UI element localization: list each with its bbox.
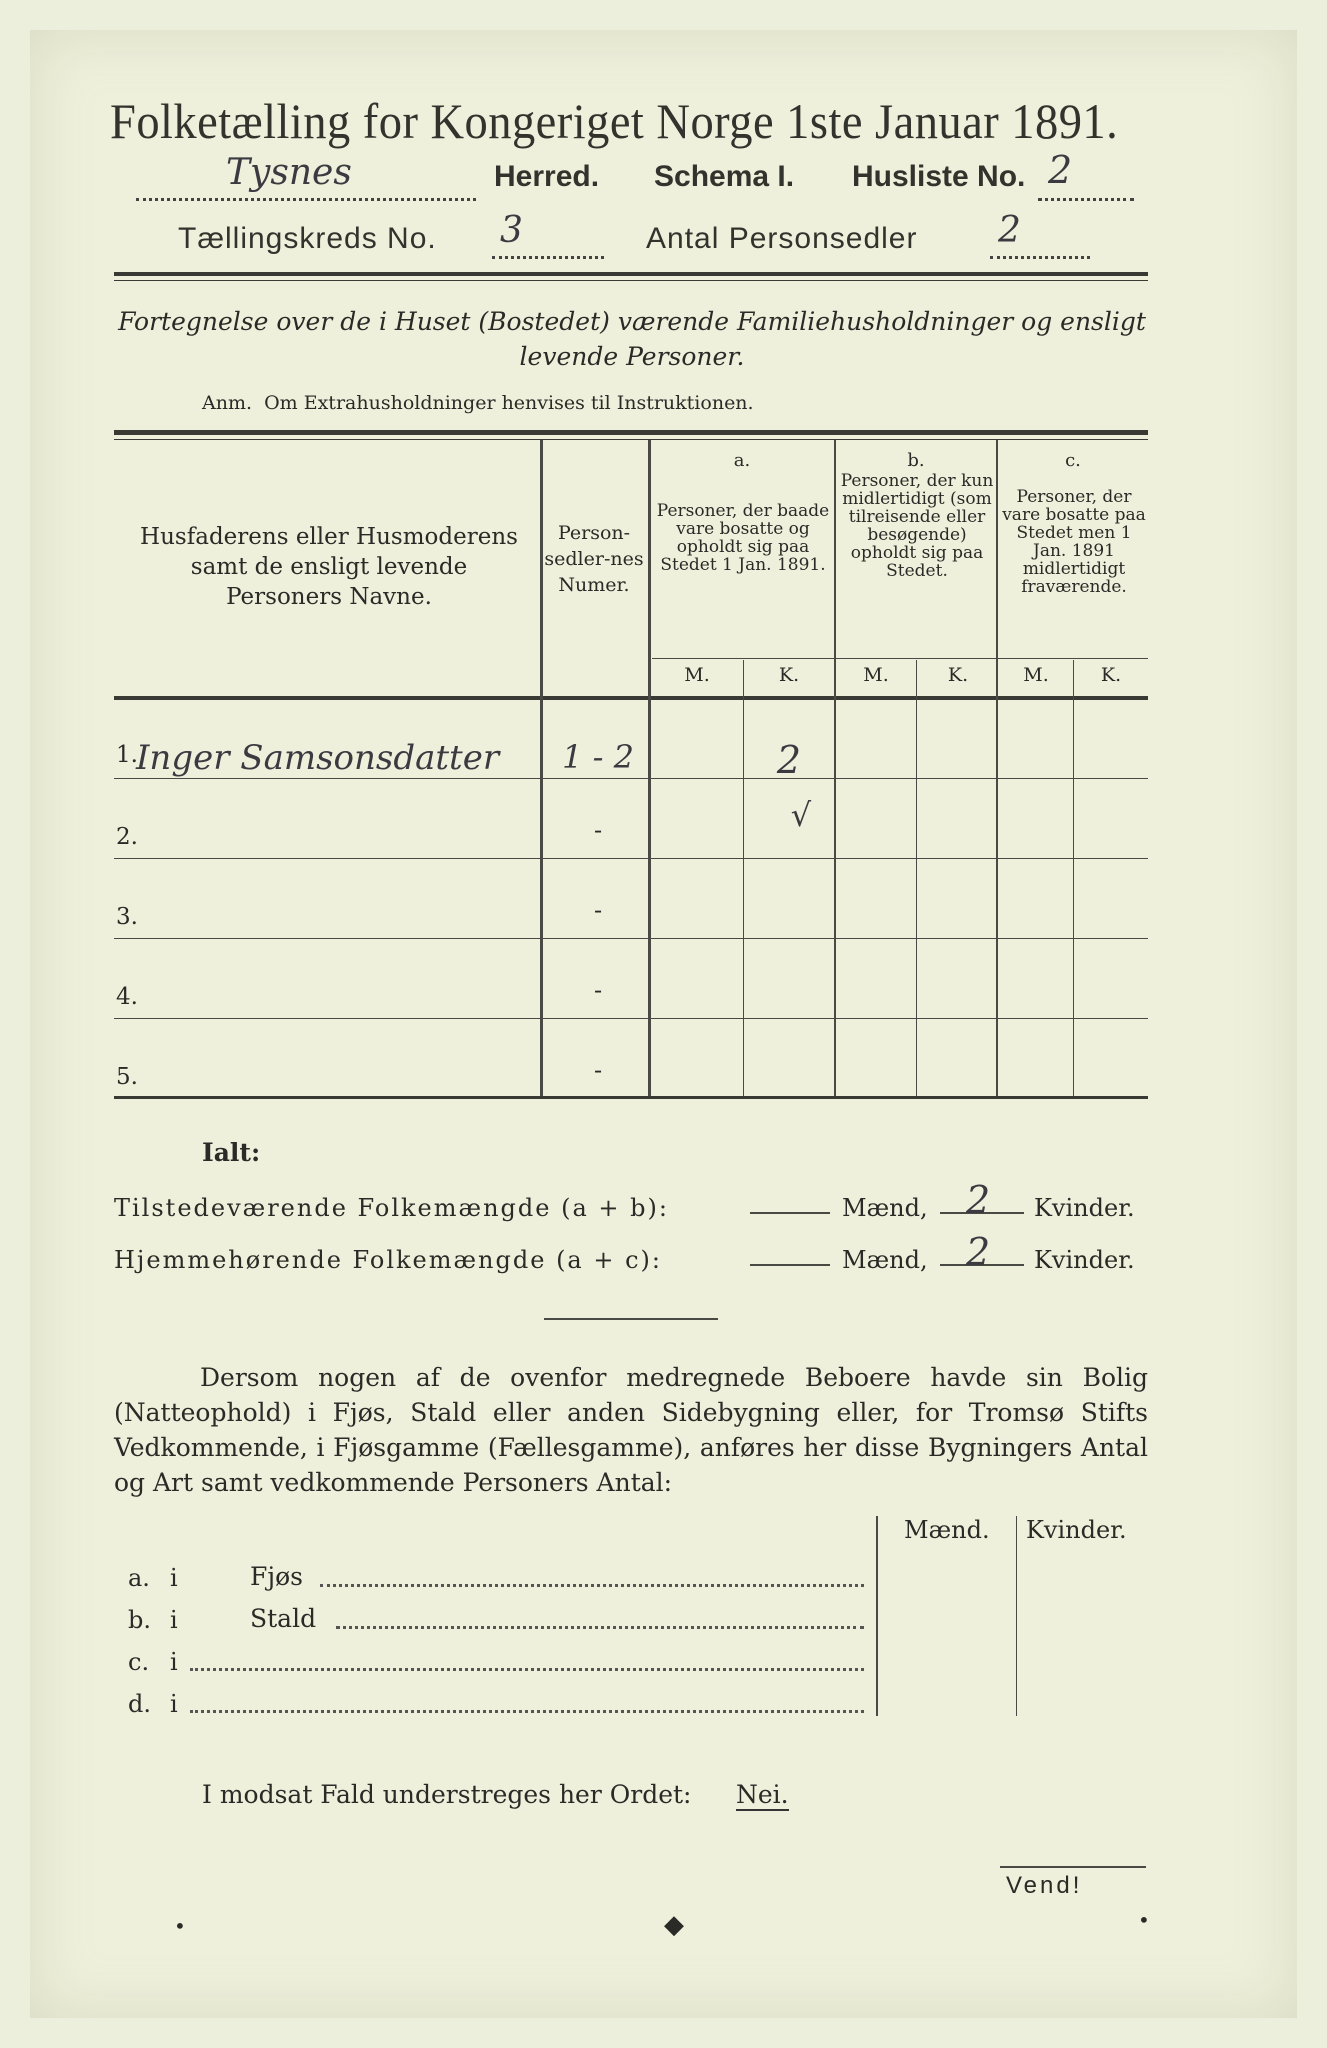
kreds-label: Tællingskreds No. — [178, 222, 437, 255]
col-name-header: Husfaderens eller Husmoderens samt de ensligt levende Personers Navne. — [140, 524, 518, 610]
mk-top-line — [652, 658, 1148, 659]
hjemme-kvinder: Kvinder. — [1034, 1246, 1135, 1274]
header-rule-thin — [114, 280, 1148, 281]
col-c-header: Personer, der vare bosatte paa Stedet men 1 Jan. 1891 midlertidigt fraværende. — [1002, 487, 1146, 597]
row-number: 5. — [116, 1064, 138, 1090]
item-letter: c. — [128, 1648, 150, 1676]
table-top-rule — [114, 430, 1148, 435]
antal-label: Antal Personsedler — [646, 222, 918, 255]
row-num: - — [593, 816, 603, 844]
table-top-rule-thin — [114, 439, 1148, 440]
item-i: i — [170, 1648, 178, 1676]
item-letter: a. — [128, 1564, 150, 1592]
herred-label: Herred. — [494, 160, 600, 193]
tilstede-label: Tilstedeværende Folkemængde (a + b): — [114, 1194, 669, 1222]
item-label: Stald — [250, 1604, 317, 1633]
row-line-2 — [114, 858, 1148, 859]
vline-ab — [834, 440, 836, 1096]
husliste-label: Husliste No. — [852, 160, 1026, 193]
item-letter: b. — [128, 1606, 151, 1634]
c-m-header: M. — [1023, 664, 1049, 686]
table-bottom-rule — [114, 1096, 1148, 1099]
col-kvinder-header: Kvinder. — [1026, 1516, 1127, 1544]
col-a-header: Personer, der baade vare bosatte og opholdt sig paa Stedet 1 Jan. 1891. — [656, 501, 830, 575]
hjemme-maend: Mænd, — [842, 1246, 928, 1274]
item-i: i — [170, 1606, 178, 1634]
a-k-header: K. — [778, 664, 800, 686]
row-number: 2. — [116, 824, 138, 850]
row-num: 1 - 2 — [562, 738, 634, 776]
row-number: 4. — [116, 984, 138, 1010]
row-a-k: √ — [790, 796, 812, 834]
item-dotfill — [336, 1626, 864, 1629]
antal-field — [990, 210, 1090, 259]
b-m-header: M. — [863, 664, 889, 686]
tilstede-maend: Mænd, — [842, 1194, 928, 1222]
vline-b-mid — [916, 660, 917, 1096]
intro-heading: Fortegnelse over de i Huset (Bostedet) værende Familiehusholdninger og ensligt levende Personer. — [118, 307, 1146, 371]
buildings-paragraph: Dersom nogen af de ovenfor medregnede Beboere havde sin Bolig (Natteophold) i Fjøs, Stald eller anden Sidebygning eller, for Tromsø Stifts Vedkommende, i Fjøsgamme (Fællesgamme), anføres her disse Bygningers Antal og Art samt vedkommende Personers Antal: — [114, 1363, 1148, 1497]
table-header-rule — [114, 696, 1148, 700]
vline-c-mid — [1073, 660, 1074, 1096]
hjemme-label: Hjemmehørende Folkemængde (a + c): — [114, 1246, 662, 1274]
kreds-value: 3 — [500, 210, 523, 251]
item-letter: d. — [128, 1690, 151, 1718]
ornament-mark: • — [1138, 1908, 1150, 1932]
husliste-field — [1038, 148, 1134, 201]
section-divider — [544, 1318, 718, 1320]
hjemme-kvinder-value: 2 — [966, 1230, 991, 1274]
herred-handwritten: Tysnes — [226, 152, 352, 193]
item-dotfill — [320, 1584, 864, 1587]
row-number: 3. — [116, 904, 138, 930]
row-number: 1. — [116, 742, 138, 768]
a-m-header: M. — [684, 664, 710, 686]
footer-text: I modsat Fald understreges her Ordet: — [202, 1780, 692, 1809]
c-k-header: K. — [1100, 664, 1122, 686]
tilstede-kvinder: Kvinder. — [1034, 1194, 1135, 1222]
buildings-vline-2 — [1016, 1516, 1017, 1716]
header-rule — [114, 272, 1148, 276]
tilstede-kvinder-value: 2 — [966, 1178, 991, 1222]
kreds-field — [492, 210, 604, 259]
vend-label: Vend! — [1006, 1872, 1083, 1899]
col-b-header: Personer, der kun midlertidigt (som tilreisende eller besøgende) opholdt sig paa Stedet. — [840, 471, 994, 581]
ialt-label: Ialt: — [202, 1138, 261, 1167]
tilstede-maend-line — [750, 1212, 830, 1214]
row-line-4 — [114, 1018, 1148, 1019]
vline-num-right — [648, 440, 651, 1096]
husliste-value: 2 — [1048, 148, 1073, 192]
row-num: - — [593, 896, 603, 924]
intro-note: Anm. Om Extrahusholdninger henvises til Instruktionen. — [202, 392, 754, 414]
buildings-vline-1 — [876, 1516, 878, 1716]
antal-value: 2 — [998, 210, 1021, 251]
row-line-1 — [114, 778, 1148, 779]
col-b-letter: b. — [907, 450, 925, 471]
item-i: i — [170, 1690, 178, 1718]
vline-num-left — [540, 440, 543, 1096]
ornament-mark: ◆ — [664, 1910, 684, 1940]
item-dotfill — [190, 1710, 864, 1713]
item-i: i — [170, 1564, 178, 1592]
item-dotfill — [190, 1668, 864, 1671]
vend-line — [1000, 1866, 1146, 1868]
schema-label: Schema I. — [654, 160, 795, 193]
row-name: Inger Samsonsdatter — [136, 738, 500, 778]
herred-field — [136, 152, 476, 201]
row-a-k: 2 — [776, 738, 802, 782]
col-a-letter: a. — [733, 450, 751, 471]
hjemme-maend-line — [750, 1264, 830, 1266]
footer-word-nei: Nei. — [736, 1780, 789, 1809]
b-k-header: K. — [947, 664, 969, 686]
row-num: - — [593, 976, 603, 1004]
vline-a-mid — [743, 660, 744, 1096]
vline-bc — [996, 440, 998, 1096]
col-c-letter: c. — [1065, 450, 1081, 471]
row-num: - — [593, 1056, 603, 1084]
col-maend-header: Mænd. — [904, 1516, 990, 1544]
item-label: Fjøs — [250, 1562, 303, 1591]
form-title: Folketælling for Kongeriget Norge 1ste Januar 1891. — [110, 93, 1119, 149]
ornament-mark: • — [174, 1914, 186, 1938]
col-num-header: Person-sedler-nes Numer. — [544, 522, 644, 596]
row-line-3 — [114, 938, 1148, 939]
